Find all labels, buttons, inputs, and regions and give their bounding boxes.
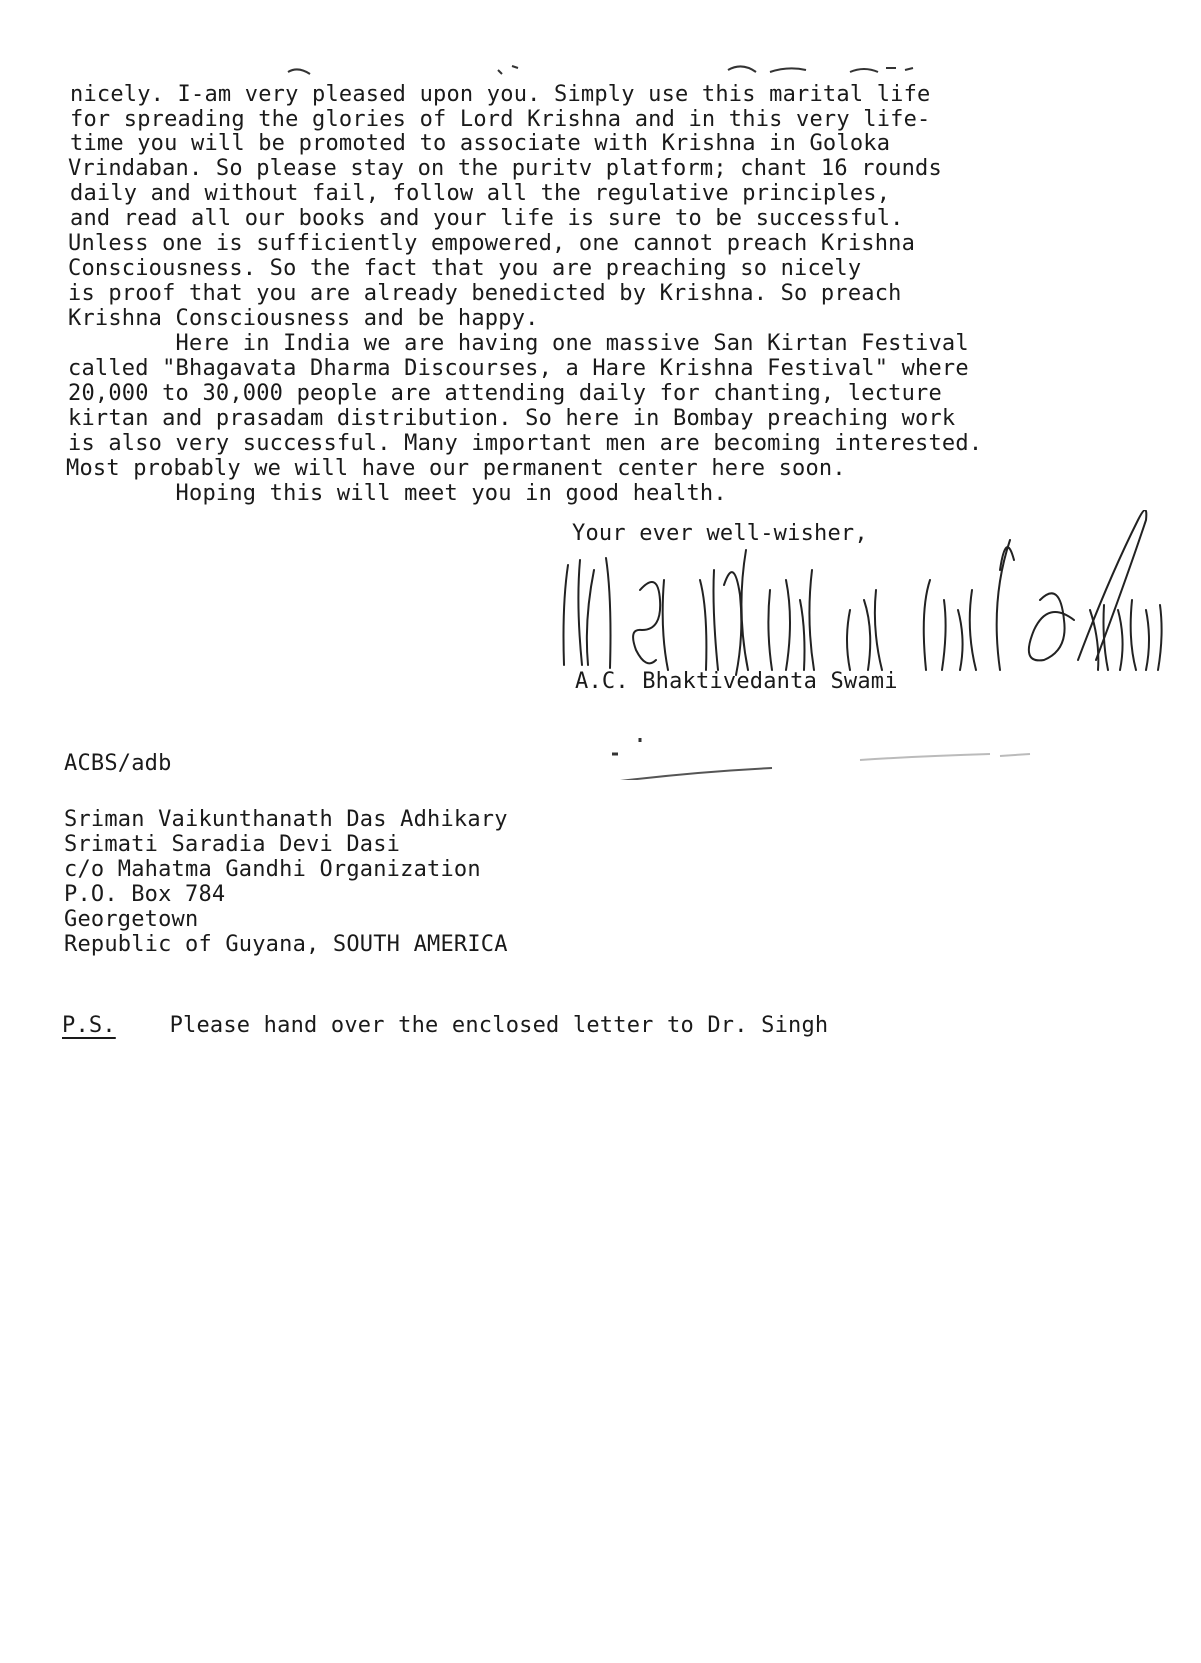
- body-line: 20,000 to 30,000 people are attending daily for chanting, lecture: [68, 381, 942, 406]
- body-line: Most probably we will have our permanent center here soon.: [66, 456, 846, 481]
- postscript-text: Please hand over the enclosed letter to Dr. Singh: [169, 1013, 829, 1038]
- body-line: nicely. I-am very pleased upon you. Simply use this marital life: [70, 82, 931, 107]
- address-line: P.O. Box 784: [64, 882, 226, 907]
- postscript-label: P.S.: [62, 1013, 116, 1038]
- body-line: Krishna Consciousness and be happy.: [68, 306, 539, 331]
- postscript: [62, 1013, 828, 1039]
- signer-name: A.C. Bhaktivedanta Swami: [575, 669, 898, 694]
- body-line: Unless one is sufficiently empowered, one cannot preach Krishna: [68, 231, 916, 256]
- reference-initials: ACBS/adb: [64, 751, 172, 776]
- body-line: daily and without fail, follow all the regulative principles,: [70, 181, 891, 206]
- body-line: Vrindaban. So please stay on the puritv platform; chant 16 rounds: [68, 156, 942, 181]
- body-line: called "Bhagavata Dharma Discourses, a Hare Krishna Festival" where: [68, 356, 969, 381]
- address-line: Republic of Guyana, SOUTH AMERICA: [64, 932, 508, 957]
- scan-artifact-marks: [0, 720, 1201, 780]
- body-line: Hoping this will meet you in good health.: [68, 481, 727, 506]
- body-line: Here in India we are having one massive San Kirtan Festival: [68, 331, 969, 356]
- body-line: is also very successful. Many important men are becoming interested.: [68, 431, 983, 456]
- body-line: time you will be promoted to associate with Krishna in Goloka: [70, 131, 891, 156]
- closing-text: Your ever well-wisher,: [572, 521, 868, 546]
- body-line: kirtan and prasadam distribution. So here in Bombay preaching work: [68, 406, 956, 431]
- body-line: Consciousness. So the fact that you are preaching so nicely: [68, 256, 862, 281]
- body-line: is proof that you are already benedicted by Krishna. So preach: [68, 281, 902, 306]
- body-line: for spreading the glories of Lord Krishna and in this very life-: [70, 107, 931, 132]
- address-line: Sriman Vaikunthanath Das Adhikary: [64, 807, 508, 832]
- body-line: and read all our books and your life is sure to be successful.: [70, 206, 904, 231]
- address-line: c/o Mahatma Gandhi Organization: [64, 857, 481, 882]
- address-line: Srimati Saradia Devi Dasi: [64, 832, 401, 857]
- address-line: Georgetown: [64, 907, 199, 932]
